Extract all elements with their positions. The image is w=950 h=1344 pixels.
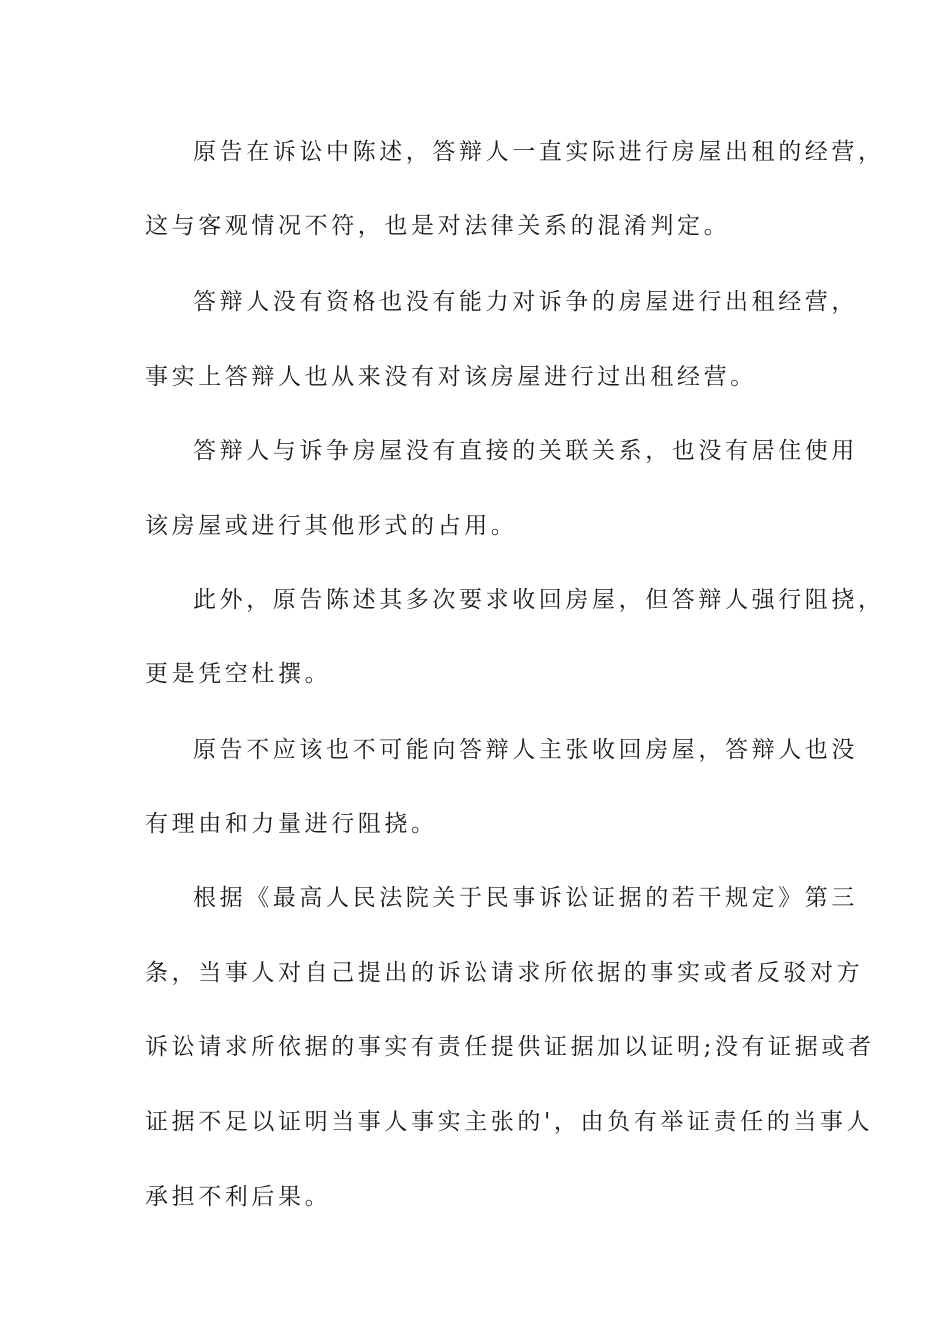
paragraph-6-line-5: 承担不利后果。	[145, 1184, 332, 1210]
paragraph-5-line-1: 原告不应该也不可能向答辩人主张收回房屋，答辩人也没	[193, 737, 858, 763]
paragraph-2-line-1: 答辩人没有资格也没有能力对诉争的房屋进行出租经营，	[193, 289, 858, 315]
paragraph-3-line-2: 该房屋或进行其他形式的占用。	[145, 513, 518, 539]
paragraph-3-line-1: 答辩人与诉争房屋没有直接的关联关系，也没有居住使用	[193, 438, 858, 464]
paragraph-6-line-3: 诉讼请求所依据的事实有责任提供证据加以证明;没有证据或者	[145, 1034, 875, 1060]
paragraph-6-line-4: 证据不足以证明当事人事实主张的'，由负有举证责任的当事人	[145, 1109, 874, 1135]
paragraph-4-line-1: 此外，原告陈述其多次要求收回房屋，但答辩人强行阻挠，	[193, 587, 885, 613]
paragraph-5-line-2: 有理由和力量进行阻挠。	[145, 811, 438, 837]
paragraph-6-line-1: 根据《最高人民法院关于民事诉讼证据的若干规定》第三	[193, 885, 858, 911]
paragraph-4-line-2: 更是凭空杜撰。	[145, 661, 332, 687]
paragraph-1-line-1: 原告在诉讼中陈述，答辩人一直实际进行房屋出租的经营，	[193, 139, 885, 165]
paragraph-1-line-2: 这与客观情况不符，也是对法律关系的混淆判定。	[145, 213, 731, 239]
paragraph-6-line-2: 条，当事人对自己提出的诉讼请求所依据的事实或者反驳对方	[145, 960, 864, 986]
paragraph-2-line-2: 事实上答辩人也从来没有对该房屋进行过出租经营。	[145, 364, 757, 390]
